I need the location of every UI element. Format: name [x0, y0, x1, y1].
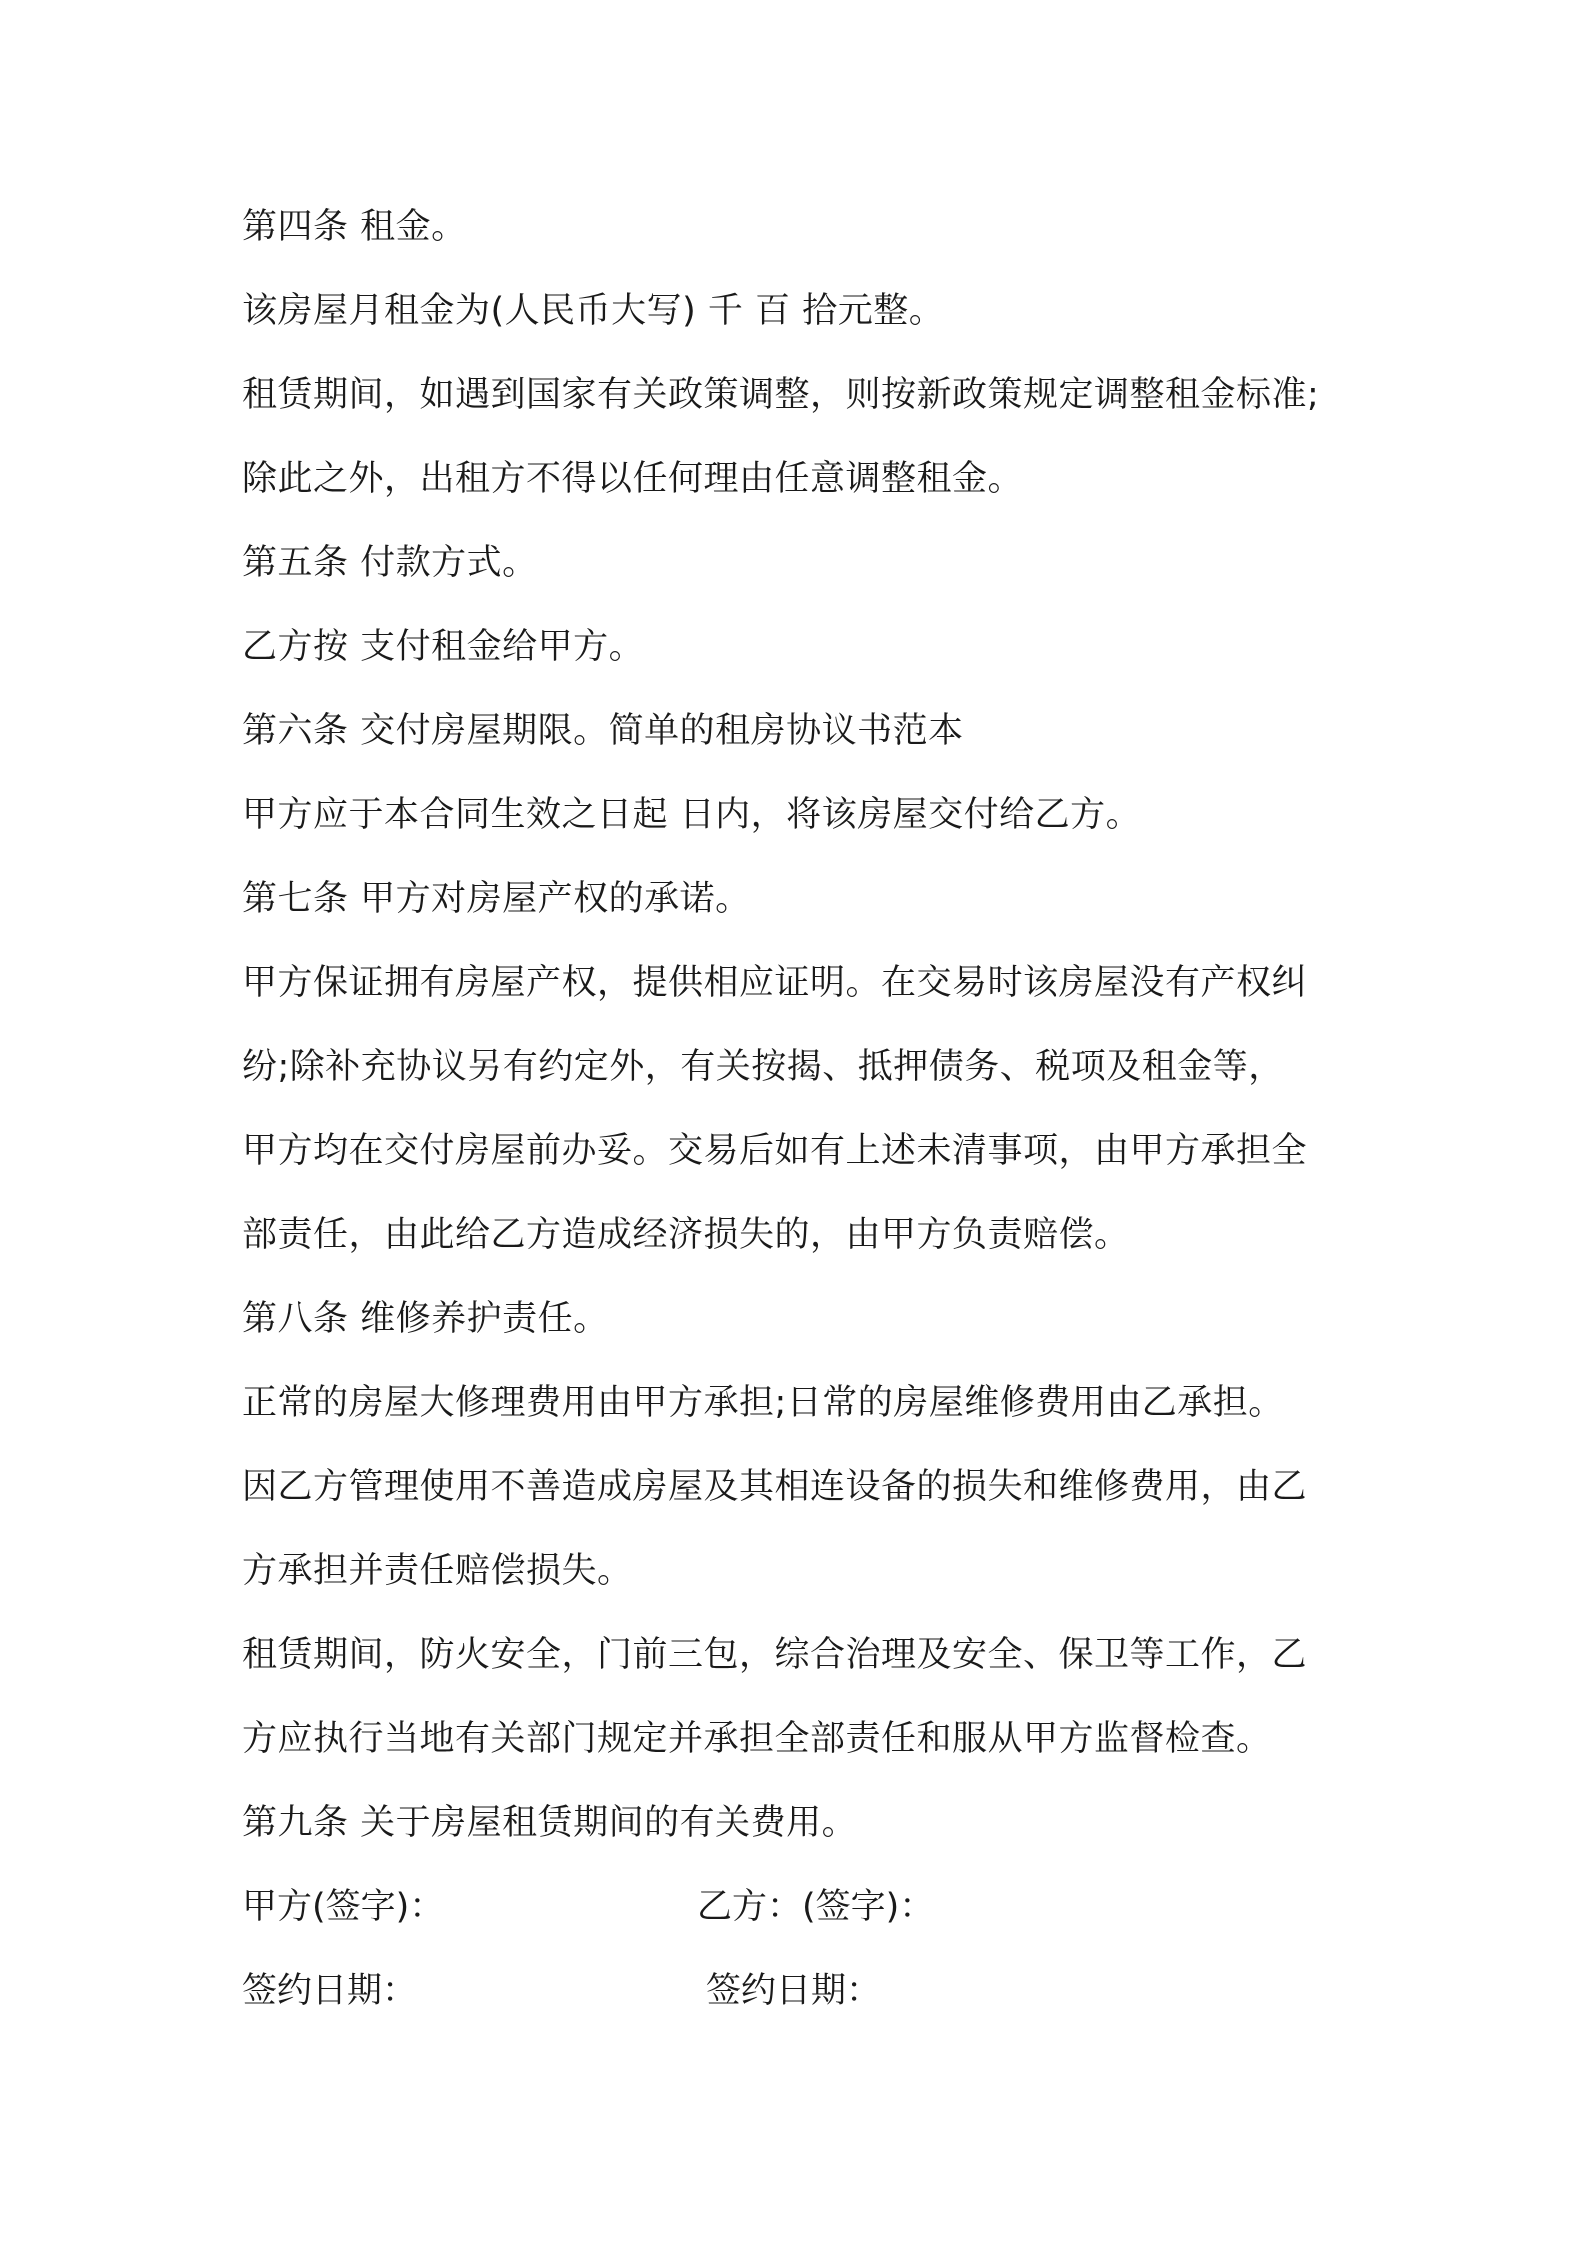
paragraph-line: 租赁期间，如遇到国家有关政策调整，则按新政策规定调整租金标准; [242, 375, 1320, 415]
paragraph-line: 正常的房屋大修理费用由甲方承担;日常的房屋维修费用由乙承担。 [242, 1383, 1284, 1423]
party-a-signature-label: 甲方(签字)： [242, 1887, 445, 1927]
document-body [242, 196, 1362, 2044]
date-row [242, 1960, 1362, 2044]
paragraph-line: 甲方均在交付房屋前办妥。交易后如有上述未清事项，由甲方承担全 [242, 1131, 1308, 1171]
paragraph-line: 方应执行当地有关部门规定并承担全部责任和服从甲方监督检查。 [242, 1719, 1272, 1759]
paragraph-line: 乙方按 支付租金给甲方。 [242, 627, 645, 667]
paragraph-line: 租赁期间，防火安全，门前三包，综合治理及安全、保卫等工作，乙 [242, 1635, 1308, 1675]
article-4-heading: 第四条 租金。 [242, 207, 467, 247]
rent-amount-text: 该房屋月租金为(人民币大写) 千 百 拾元整。 [242, 291, 945, 331]
article-9-heading: 第九条 关于房屋租赁期间的有关费用。 [242, 1803, 858, 1843]
paragraph-line: 甲方应于本合同生效之日起 日内，将该房屋交付给乙方。 [242, 795, 1142, 835]
paragraph-line: 部责任，由此给乙方造成经济损失的，由甲方负责赔偿。 [242, 1215, 1130, 1255]
article-6-heading: 第六条 交付房屋期限。简单的租房协议书范本 [242, 711, 964, 751]
party-a-date-label: 签约日期： [242, 1971, 418, 2011]
article-8-heading: 第八条 维修养护责任。 [242, 1299, 609, 1339]
paragraph-line: 除此之外，出租方不得以任何理由任意调整租金。 [242, 459, 1024, 499]
article-5-heading: 第五条 付款方式。 [242, 543, 538, 583]
paragraph-line: 因乙方管理使用不善造成房屋及其相连设备的损失和维修费用，由乙 [242, 1467, 1308, 1507]
party-b-date-label: 签约日期： [706, 1971, 882, 2011]
paragraph-line: 纷;除补充协议另有约定外，有关按揭、抵押债务、税项及租金等， [242, 1047, 1284, 1087]
signature-row [242, 1876, 1362, 1960]
party-b-signature-label: 乙方：(签字)： [697, 1887, 935, 1927]
article-7-heading: 第七条 甲方对房屋产权的承诺。 [242, 879, 751, 919]
paragraph-line: 甲方保证拥有房屋产权，提供相应证明。在交易时该房屋没有产权纠 [242, 963, 1308, 1003]
paragraph-line: 方承担并责任赔偿损失。 [242, 1551, 633, 1591]
